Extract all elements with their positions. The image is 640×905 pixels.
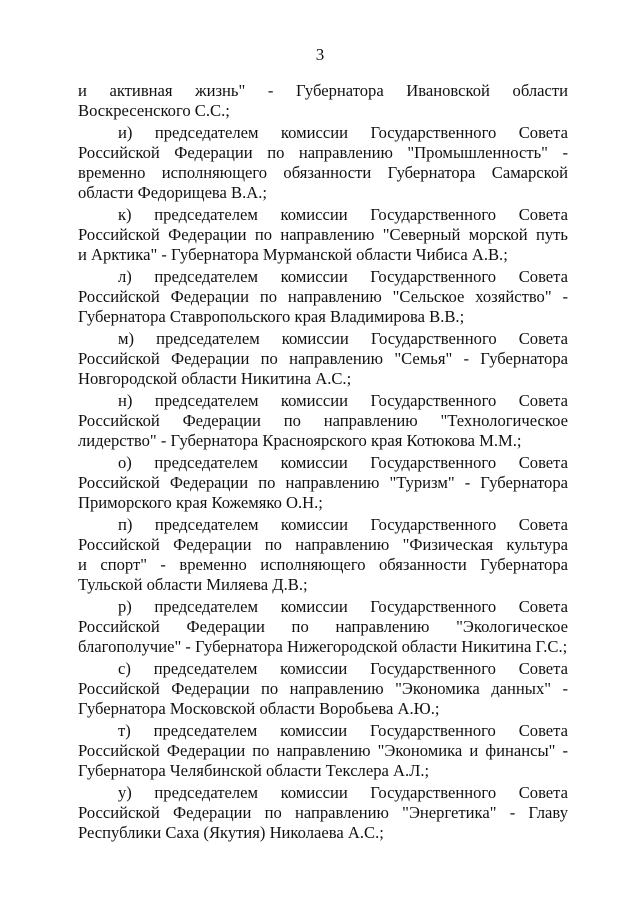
list-item-l: [78, 267, 568, 327]
text-line: и спорт" - временно исполняющего обязанности Губернатора: [78, 555, 568, 574]
text-line: благополучие" - Губернатора Нижегородской области Никитина Г.С.;: [78, 637, 568, 656]
text-line: Российской Федерации по направлению "Семья" - Губернатора: [78, 349, 568, 368]
list-item-t: [78, 721, 568, 781]
text-line: Российской Федерации по направлению "Физическая культура: [78, 535, 568, 554]
list-item-i: [78, 123, 568, 203]
paragraph-continuation: [78, 81, 568, 121]
text-line: Российской Федерации по направлению "Экономика данных" -: [78, 679, 568, 698]
text-line: к) председателем комиссии Государственного Совета: [118, 205, 568, 224]
list-item-o: [78, 453, 568, 513]
text-line: Новгородской области Никитина А.С.;: [78, 369, 352, 388]
text-line: Российской Федерации по направлению "Экологическое: [78, 617, 568, 636]
text-line: Российской Федерации по направлению "Промышленность" -: [78, 143, 568, 162]
text-line: Губернатора Челябинской области Текслера А.Л.;: [78, 761, 430, 780]
text-line: Республики Саха (Якутия) Николаева А.С.;: [78, 823, 384, 842]
text-line: области Федорищева В.А.;: [78, 183, 268, 202]
text-line: и активная жизнь" - Губернатора Ивановской области: [78, 81, 568, 100]
list-item-u: [78, 783, 568, 843]
text-line: Тульской области Миляева Д.В.;: [78, 575, 308, 594]
text-line: о) председателем комиссии Государственного Совета: [118, 453, 568, 472]
list-item-k: [78, 205, 568, 265]
text-line: н) председателем комиссии Государственного Совета: [118, 391, 568, 410]
text-line: Российской Федерации по направлению "Сельское хозяйство" -: [78, 287, 568, 306]
text-line: с) председателем комиссии Государственного Совета: [118, 659, 568, 678]
text-line: временно исполняющего обязанности Губернатора Самарской: [78, 163, 568, 182]
text-line: л) председателем комиссии Государственного Совета: [118, 267, 568, 286]
text-line: Российской Федерации по направлению "Северный морской путь: [78, 225, 568, 244]
list-item-m: [78, 329, 568, 389]
text-line: у) председателем комиссии Государственного Совета: [118, 783, 568, 802]
list-item-n: [78, 391, 568, 451]
text-line: Губернатора Московской области Воробьева А.Ю.;: [78, 699, 440, 718]
text-line: т) председателем комиссии Государственного Совета: [118, 721, 568, 740]
text-line: р) председателем комиссии Государственного Совета: [118, 597, 568, 616]
list-item-p: [78, 515, 568, 595]
list-item-s: [78, 659, 568, 719]
text-line: Российской Федерации по направлению "Технологическое: [78, 411, 568, 430]
text-line: Воскресенского С.С.;: [78, 101, 230, 120]
list-item-r: [78, 597, 568, 657]
text-line: Губернатора Ставропольского края Владимирова В.В.;: [78, 307, 465, 326]
page-number: 3: [315, 45, 325, 64]
text-line: и Арктика" - Губернатора Мурманской области Чибиса А.В.;: [78, 245, 508, 264]
text-line: Российской Федерации по направлению "Туризм" - Губернатора: [78, 473, 568, 492]
text-line: и) председателем комиссии Государственного Совета: [118, 123, 568, 142]
document-body: [78, 81, 568, 843]
text-line: лидерство" - Губернатора Красноярского края Котюкова М.М.;: [78, 431, 522, 450]
text-line: Приморского края Кожемяко О.Н.;: [78, 493, 323, 512]
text-line: Российской Федерации по направлению "Энергетика" - Главу: [78, 803, 568, 822]
text-line: м) председателем комиссии Государственного Совета: [118, 329, 568, 348]
text-line: Российской Федерации по направлению "Экономика и финансы" -: [78, 741, 568, 760]
text-line: п) председателем комиссии Государственного Совета: [118, 515, 568, 534]
